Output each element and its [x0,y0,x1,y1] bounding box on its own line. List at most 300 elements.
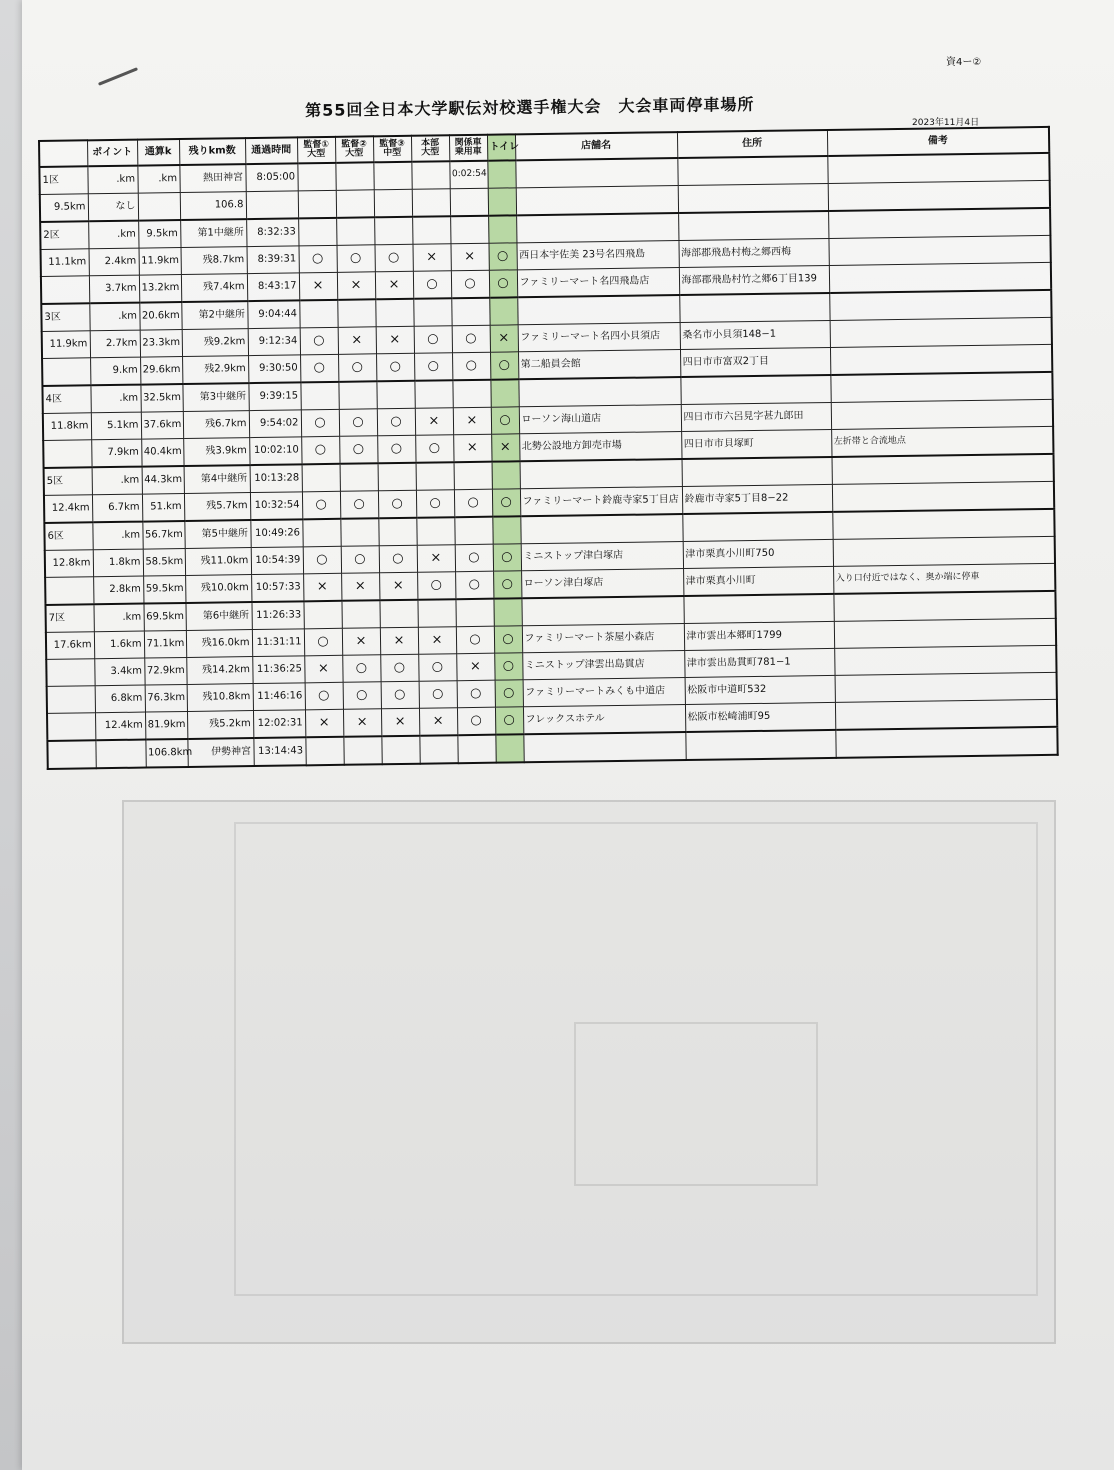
table-cell: 伊勢神宮 [187,738,253,767]
table-cell: 津市雲出本郷町1799 [684,621,834,650]
column-header: 備考 [827,127,1049,156]
table-cell: 2.8km [93,576,143,604]
table-cell: 10:54:39 [251,547,303,575]
table-cell: 23.3km [140,330,182,358]
table-cell: 8:05:00 [245,163,297,191]
table-cell: 10:57:33 [251,574,303,602]
table-cell [827,153,1049,184]
table-cell: 6.7km [92,494,142,522]
table-cell [517,295,679,325]
table-cell [298,190,336,218]
table-cell: × [299,272,337,300]
table-cell: × [450,243,488,271]
table-cell: × [338,327,376,355]
table-cell [680,375,830,405]
table-cell: ○ [414,353,452,381]
table-cell [828,208,1050,239]
table-cell: 残11.0km [185,548,251,576]
table-cell: ○ [338,354,376,382]
table-cell: .km [87,166,137,194]
table-cell: 11.1km [41,249,89,277]
table-cell [379,600,417,628]
table-cell: 11.9km [139,248,181,276]
table-cell: ○ [342,655,380,683]
table-cell: 津市栗真小川町750 [683,539,833,568]
table-cell: 58.5km [143,548,185,576]
table-cell [489,297,517,325]
table-cell: ファミリーマート鈴鹿寺家5丁目店 [520,487,682,517]
table-cell: 9:39:15 [248,382,300,410]
table-cell: 44.3km [142,466,184,494]
table-cell: ○ [339,409,377,437]
table-cell [682,512,832,542]
table-cell: 海部郡飛島村竹之郷6丁目139 [679,265,829,295]
table-cell: ○ [413,271,451,299]
table-cell: ○ [377,408,415,436]
table-cell: ○ [416,490,454,518]
table-cell: 17.6km [46,632,94,660]
table-cell: ○ [379,545,417,573]
table-cell [493,598,521,626]
table-cell [835,727,1057,758]
table-cell: × [419,708,457,736]
table-cell: 5区 [44,467,92,495]
table-cell: 56.7km [142,521,184,549]
table-cell [521,596,683,626]
column-header: 監督③ 中型 [373,136,411,163]
table-cell: × [375,271,413,299]
table-cell [299,300,337,328]
table-cell: 10:02:10 [249,437,301,465]
table-cell: × [417,545,455,573]
table-cell: × [412,244,450,272]
table-cell: 残16.0km [186,630,252,658]
table-cell [450,188,488,216]
table-cell: ○ [419,681,457,709]
table-cell [828,180,1050,211]
table-cell: ファミリーマート名四小貝須店 [518,323,680,352]
table-cell: ○ [414,326,452,354]
table-cell: 津市雲出島貫町781−1 [684,648,834,677]
table-cell: 71.1km [144,630,186,658]
table-cell: 106.8km [145,739,187,768]
table-cell [515,158,677,188]
table-cell: × [453,407,491,435]
table-cell: 残5.2km [187,711,253,739]
table-cell: ○ [455,544,493,572]
table-cell: ローソン海山道店 [519,405,681,434]
table-cell: ○ [494,653,522,680]
table-cell: 7.9km [91,439,141,467]
table-cell: 3.4km [94,658,144,686]
table-cell: 8:43:17 [247,273,299,301]
table-cell: 1.6km [94,631,144,659]
column-header: 通算k [137,139,179,166]
table-cell: 72.9km [144,657,186,685]
table-cell: 8:32:33 [246,218,298,246]
table-cell [487,160,515,188]
table-cell [414,380,452,408]
table-cell [46,659,94,687]
table-cell: ○ [417,572,455,600]
table-cell: ○ [415,435,453,463]
column-header: 本部 大型 [411,135,449,162]
table-cell: 12.8km [45,550,93,578]
table-cell [832,481,1054,512]
table-cell: × [381,708,419,736]
table-cell: ○ [454,489,492,517]
table-cell [416,462,454,490]
column-header: トイレ [487,134,515,160]
table-cell [336,190,374,218]
table-cell: × [380,627,418,655]
table-cell: ○ [493,544,521,571]
table-cell [338,381,376,409]
table-cell: 四日市市富双2丁目 [680,347,830,377]
table-cell: 1.8km [93,549,143,577]
table-cell [832,509,1054,540]
table-cell [518,377,680,407]
table-cell [830,372,1052,403]
table-cell: 12:02:31 [253,710,305,738]
table-cell [830,344,1052,375]
table-cell: ○ [341,546,379,574]
table-cell [679,293,829,323]
table-cell: ○ [299,245,337,273]
table-cell [829,262,1051,293]
table-cell [373,162,411,190]
table-cell [450,216,488,244]
table-cell: 残3.9km [183,438,249,466]
table-cell: ○ [381,681,419,709]
table-cell [677,156,827,186]
table-cell: 11:46:16 [253,683,305,711]
table-cell [455,599,493,627]
table-cell [828,235,1050,265]
table-cell [683,594,833,624]
table-cell [47,686,95,714]
table-cell: ○ [455,571,493,599]
table-cell: 西日本宇佐美 23号名四飛島 [516,241,678,270]
table-cell: 8:39:31 [247,246,299,274]
table-cell: ○ [303,546,341,574]
table-cell [834,618,1056,648]
table-cell: 13.2km [139,275,181,303]
table-cell: ファミリーマートみくも中道店 [523,678,685,707]
document-title: 第55回全日本大学駅伝対校選手権大会 大会車両停車場所 [305,94,755,120]
table-cell: ○ [300,354,338,382]
table-cell: ○ [300,327,338,355]
table-cell [95,740,145,769]
table-cell: × [343,709,381,737]
table-cell [374,217,412,245]
parking-table-wrapper [38,126,1055,770]
table-cell [340,518,378,546]
table-cell [343,736,381,765]
table-cell [495,734,523,762]
table-cell: 松阪市松崎浦町95 [685,702,835,732]
table-cell: 9:30:50 [248,355,300,383]
table-cell [831,399,1053,429]
table-cell: .km [92,467,142,495]
table-cell [457,735,495,764]
table-cell: 第二船員会館 [518,350,680,380]
table-cell: 4区 [42,385,90,413]
table-cell: ミニストップ津雲出島貫店 [522,651,684,680]
table-cell: 10:49:26 [250,519,302,547]
table-cell: 6.8km [95,685,145,713]
table-cell: ○ [340,491,378,519]
table-cell [341,600,379,628]
table-cell [833,536,1055,566]
table-cell: 51.km [142,493,184,521]
table-cell: × [379,572,417,600]
bleed-through-box [574,1022,818,1186]
table-cell: フレックスホテル [523,705,685,735]
table-cell [413,298,451,326]
table-cell [340,463,378,491]
table-cell [490,379,518,407]
table-cell: × [453,434,491,462]
table-cell: × [490,325,518,352]
table-cell [378,463,416,491]
column-header: 店舗名 [515,132,677,160]
table-cell [488,215,516,243]
table-cell [454,517,492,545]
table-cell: 9.km [90,357,140,385]
table-cell: 残6.7km [183,411,249,439]
table-cell: 第5中継所 [184,520,250,548]
table-cell [452,380,490,408]
table-cell: 残5.7km [184,493,250,521]
table-cell: × [342,628,380,656]
table-cell [375,299,413,327]
table-cell: 6区 [44,522,92,550]
table-cell: ○ [374,244,412,272]
table-cell: 11.8km [43,413,91,441]
table-cell: ○ [380,654,418,682]
table-cell: 左折帯と合流地点 [831,426,1053,457]
table-cell [411,161,449,189]
table-cell: ○ [495,680,523,707]
table-cell: .km [137,165,179,193]
table-cell: ○ [451,270,489,298]
table-cell [678,183,828,213]
table-cell: 四日市市貝塚町 [681,429,831,459]
table-cell: 熱田神宮 [179,164,245,192]
table-cell [412,216,450,244]
table-cell: × [303,573,341,601]
table-cell [417,599,455,627]
table-cell: ○ [456,626,494,654]
table-cell: ○ [495,707,523,735]
table-cell: × [305,709,343,737]
table-cell: ○ [301,409,339,437]
table-cell [376,381,414,409]
table-cell [829,290,1051,321]
table-cell [302,519,340,547]
table-cell: なし [88,193,138,221]
table-cell: .km [93,604,143,632]
table-cell: ○ [457,707,495,735]
table-cell: ○ [376,353,414,381]
table-cell: ファミリーマート名四飛島店 [517,268,679,298]
table-cell: ○ [452,352,490,380]
table-cell: ○ [490,352,518,380]
column-header: 監督① 大型 [297,137,335,164]
table-cell: 第3中継所 [182,383,248,411]
table-cell: 10:32:54 [250,492,302,520]
table-cell [43,440,91,468]
table-cell: .km [89,303,139,331]
table-cell: 海部郡飛島村梅之郷西梅 [678,238,828,267]
table-cell [516,186,678,216]
table-cell [492,461,520,489]
table-cell: 11:36:25 [252,656,304,684]
table-cell: ○ [343,682,381,710]
table-cell: × [304,655,342,683]
table-cell: 第6中継所 [185,602,251,630]
table-cell: ○ [488,243,516,270]
table-cell: ○ [304,628,342,656]
table-cell: 12.4km [44,495,92,523]
table-cell: 入り口付近ではなく、奥か端に停車 [833,563,1055,594]
table-cell: × [415,408,453,436]
table-cell: ミニストップ津白塚店 [521,542,683,571]
table-cell: 0:02:54 [449,161,487,189]
table-cell [492,516,520,544]
table-cell: 2.7km [90,330,140,358]
table-cell: 13:14:43 [253,737,305,766]
table-cell [374,189,412,217]
table-cell: 32.5km [140,384,182,412]
table-cell: 20.6km [139,302,181,330]
table-cell [41,276,89,304]
document-reference: 資4ー② [946,57,982,68]
table-cell [412,189,450,217]
table-cell [834,645,1056,675]
table-cell: 松阪市中道町532 [685,675,835,704]
table-cell: × [376,326,414,354]
table-cell: 残8.7km [181,247,247,275]
table-cell [520,514,682,544]
table-cell: 残10.8km [187,684,253,712]
table-cell: ○ [377,435,415,463]
table-cell [47,740,95,769]
document-date: 2023年11月4日 [912,118,980,128]
table-cell: 81.9km [145,711,187,739]
table-cell: 残10.0km [185,575,251,603]
table-cell: .km [88,221,138,249]
table-cell: 3.7km [89,275,139,303]
table-cell: 106.8 [180,192,246,220]
table-cell: 第1中継所 [180,219,246,247]
table-cell [685,730,835,760]
table-cell [832,454,1054,485]
table-cell: 1区 [39,166,87,194]
table-cell [300,382,338,410]
table-cell: ○ [493,571,521,599]
table-cell [47,713,95,741]
table-cell: ○ [492,489,520,517]
table-cell [302,464,340,492]
table-cell [451,298,489,326]
column-header: 監督② 大型 [335,136,373,163]
table-cell [682,457,832,487]
table-cell [337,299,375,327]
table-cell: ○ [418,654,456,682]
table-cell: .km [90,385,140,413]
table-cell: ○ [339,436,377,464]
table-cell [488,188,516,216]
table-cell: 9:12:34 [248,328,300,356]
table-cell: 津市栗真小川町 [683,566,833,596]
table-cell: 10:13:28 [250,464,302,492]
table-cell: 第2中継所 [181,301,247,329]
table-cell: ○ [301,436,339,464]
table-cell: 12.4km [95,712,145,740]
table-cell [305,737,343,766]
table-cell [335,162,373,190]
table-cell [835,672,1057,702]
table-cell [523,732,685,762]
table-cell [45,577,93,605]
table-cell [419,735,457,764]
table-cell [381,736,419,765]
table-cell: 59.5km [143,575,185,603]
table-cell [520,459,682,489]
table-cell: ○ [305,682,343,710]
table-cell: 9.5km [40,194,88,222]
table-cell [42,358,90,386]
table-cell: 残2.9km [182,356,248,384]
table-cell: 第4中継所 [184,465,250,493]
table-cell [378,518,416,546]
table-cell: ○ [336,245,374,273]
table-cell [303,601,341,629]
table-cell: 5.1km [91,412,141,440]
table-cell: .km [92,522,142,550]
table-cell: ファミリーマート茶屋小森店 [522,624,684,653]
table-cell: 2.4km [89,248,139,276]
column-header: 関係車 乗用車 [449,135,487,162]
table-cell: ○ [494,626,522,653]
table-cell: 鈴鹿市寺家5丁目8−22 [682,484,832,514]
table-cell: 9.5km [138,220,180,248]
column-header: 通過時間 [245,137,297,164]
table-cell: ○ [452,325,490,353]
table-cell [297,163,335,191]
table-cell: ローソン津白塚店 [521,569,683,599]
table-cell: 11:26:33 [251,601,303,629]
table-cell: × [456,653,494,681]
table-cell [835,699,1057,730]
table-cell [516,213,678,243]
table-cell: 11.9km [42,331,90,359]
table-cell: × [337,272,375,300]
table-cell: 残7.4km [181,274,247,302]
table-cell: 11:31:11 [252,629,304,657]
table-cell: × [341,573,379,601]
table-cell [298,218,336,246]
table-cell: 9:04:44 [247,300,299,328]
table-cell: ○ [491,407,519,434]
table-cell: 北勢公設地方卸売市場 [519,432,681,462]
table-cell: 69.5km [143,603,185,631]
table-cell: ○ [302,491,340,519]
table-cell [246,191,298,219]
table-cell: 40.4km [141,439,183,467]
